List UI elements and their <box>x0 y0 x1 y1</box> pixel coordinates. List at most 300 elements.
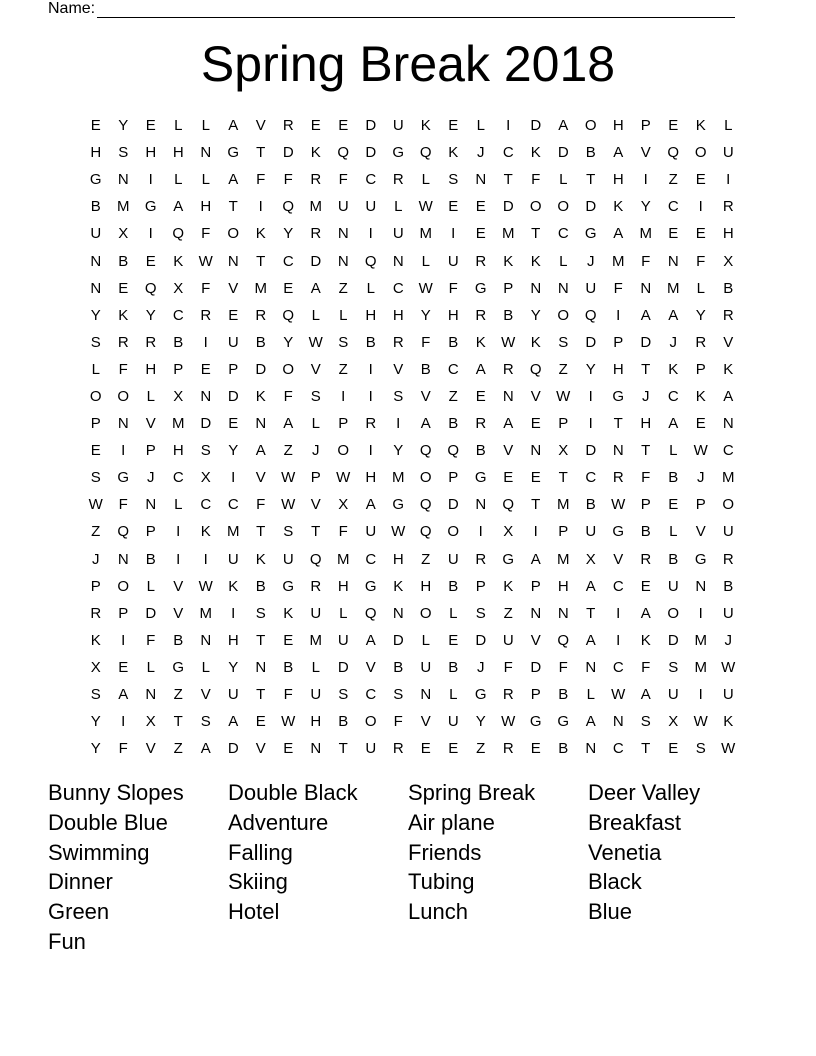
grid-letter[interactable]: B <box>640 523 651 541</box>
grid-letter[interactable]: U <box>447 252 459 270</box>
grid-letter[interactable]: L <box>449 604 458 622</box>
grid-letter[interactable]: G <box>144 198 157 216</box>
grid-letter[interactable]: P <box>640 117 651 135</box>
grid-letter[interactable]: N <box>530 279 542 297</box>
grid-letter[interactable]: F <box>256 171 266 189</box>
grid-letter[interactable]: P <box>173 360 184 378</box>
grid-letter[interactable]: N <box>585 658 597 676</box>
grid-letter[interactable]: P <box>90 577 101 595</box>
grid-letter[interactable]: W <box>693 442 708 460</box>
grid-letter[interactable]: J <box>587 252 595 270</box>
grid-letter[interactable]: C <box>502 144 514 162</box>
grid-letter[interactable]: H <box>392 550 404 568</box>
grid-letter[interactable]: V <box>173 577 184 595</box>
grid-letter[interactable]: N <box>475 171 487 189</box>
grid-letter[interactable]: N <box>612 442 624 460</box>
grid-letter[interactable]: M <box>722 469 735 487</box>
grid-letter[interactable]: Q <box>419 442 432 460</box>
grid-letter[interactable]: K <box>530 144 541 162</box>
grid-letter[interactable]: A <box>310 279 321 297</box>
grid-letter[interactable]: L <box>339 604 348 622</box>
grid-letter[interactable]: D <box>365 117 377 135</box>
grid-letter[interactable]: S <box>90 469 101 487</box>
grid-letter[interactable]: E <box>283 279 294 297</box>
grid-letter[interactable]: J <box>642 387 650 405</box>
grid-letter[interactable]: Q <box>557 631 570 649</box>
grid-letter[interactable]: W <box>281 496 296 514</box>
grid-letter[interactable]: P <box>695 496 706 514</box>
grid-letter[interactable]: G <box>89 171 102 189</box>
grid-letter[interactable]: P <box>228 360 239 378</box>
grid-letter[interactable]: Q <box>419 144 432 162</box>
grid-letter[interactable]: T <box>256 144 266 162</box>
grid-letter[interactable]: H <box>90 144 102 162</box>
grid-letter[interactable]: C <box>585 469 597 487</box>
grid-letter[interactable]: W <box>556 387 571 405</box>
grid-letter[interactable]: R <box>282 117 294 135</box>
grid-letter[interactable]: P <box>503 279 514 297</box>
grid-letter[interactable]: V <box>393 360 404 378</box>
grid-letter[interactable]: P <box>530 686 541 704</box>
grid-letter[interactable]: C <box>722 442 734 460</box>
grid-letter[interactable]: F <box>283 171 293 189</box>
grid-letter[interactable]: W <box>391 523 406 541</box>
grid-letter[interactable]: N <box>722 415 734 433</box>
grid-letter[interactable]: F <box>118 740 128 758</box>
grid-letter[interactable]: C <box>227 496 239 514</box>
grid-letter[interactable]: V <box>145 740 156 758</box>
grid-letter[interactable]: J <box>477 144 485 162</box>
grid-letter[interactable]: E <box>530 415 541 433</box>
grid-letter[interactable]: K <box>613 198 624 216</box>
grid-letter[interactable]: H <box>557 577 569 595</box>
grid-letter[interactable]: S <box>558 333 569 351</box>
grid-letter[interactable]: T <box>641 442 651 460</box>
grid-letter[interactable]: V <box>365 658 376 676</box>
grid-letter[interactable]: M <box>639 225 652 243</box>
grid-letter[interactable]: O <box>694 144 707 162</box>
grid-letter[interactable]: I <box>698 604 703 622</box>
grid-letter[interactable]: K <box>200 523 211 541</box>
grid-letter[interactable]: V <box>420 387 431 405</box>
grid-letter[interactable]: L <box>311 306 320 324</box>
grid-letter[interactable]: E <box>228 415 239 433</box>
grid-letter[interactable]: U <box>585 279 597 297</box>
grid-letter[interactable]: U <box>585 523 597 541</box>
grid-letter[interactable]: W <box>198 577 213 595</box>
grid-letter[interactable]: I <box>698 686 703 704</box>
grid-letter[interactable]: K <box>503 577 514 595</box>
grid-letter[interactable]: Y <box>393 442 404 460</box>
grid-letter[interactable]: R <box>392 740 404 758</box>
grid-letter[interactable]: Y <box>585 360 596 378</box>
grid-letter[interactable]: E <box>475 198 486 216</box>
grid-letter[interactable]: B <box>558 686 569 704</box>
grid-letter[interactable]: J <box>477 658 485 676</box>
grid-letter[interactable]: N <box>117 415 129 433</box>
grid-letter[interactable]: T <box>256 252 266 270</box>
grid-letter[interactable]: F <box>338 171 348 189</box>
grid-letter[interactable]: W <box>693 713 708 731</box>
grid-letter[interactable]: L <box>146 387 155 405</box>
grid-letter[interactable]: R <box>392 333 404 351</box>
grid-letter[interactable]: B <box>365 333 376 351</box>
grid-letter[interactable]: M <box>694 631 707 649</box>
grid-letter[interactable]: U <box>667 686 679 704</box>
grid-letter[interactable]: L <box>669 523 678 541</box>
grid-letter[interactable]: E <box>503 469 514 487</box>
grid-letter[interactable]: C <box>200 496 212 514</box>
grid-letter[interactable]: F <box>641 252 651 270</box>
grid-letter[interactable]: S <box>695 740 706 758</box>
grid-letter[interactable]: E <box>530 469 541 487</box>
grid-letter[interactable]: Y <box>145 306 156 324</box>
grid-letter[interactable]: F <box>641 658 651 676</box>
grid-letter[interactable]: H <box>145 360 157 378</box>
grid-letter[interactable]: D <box>145 604 157 622</box>
grid-letter[interactable]: A <box>585 631 596 649</box>
grid-letter[interactable]: H <box>640 415 652 433</box>
grid-letter[interactable]: N <box>145 496 157 514</box>
grid-letter[interactable]: K <box>723 713 734 731</box>
grid-letter[interactable]: O <box>117 577 130 595</box>
grid-letter[interactable]: N <box>585 740 597 758</box>
grid-letter[interactable]: I <box>616 631 621 649</box>
grid-letter[interactable]: T <box>228 198 238 216</box>
grid-letter[interactable]: F <box>421 333 431 351</box>
grid-letter[interactable]: U <box>392 225 404 243</box>
grid-letter[interactable]: A <box>585 713 596 731</box>
grid-letter[interactable]: Y <box>283 225 294 243</box>
grid-letter[interactable]: W <box>418 279 433 297</box>
grid-letter[interactable]: A <box>283 415 294 433</box>
grid-letter[interactable]: N <box>117 550 129 568</box>
grid-letter[interactable]: I <box>231 469 236 487</box>
grid-letter[interactable]: D <box>585 333 597 351</box>
grid-letter[interactable]: A <box>365 496 376 514</box>
grid-letter[interactable]: N <box>310 740 322 758</box>
grid-letter[interactable]: M <box>419 225 432 243</box>
grid-letter[interactable]: R <box>640 550 652 568</box>
grid-letter[interactable]: G <box>364 577 377 595</box>
grid-letter[interactable]: D <box>475 631 487 649</box>
grid-letter[interactable]: N <box>695 577 707 595</box>
grid-letter[interactable]: A <box>228 117 239 135</box>
grid-letter[interactable]: Z <box>173 740 183 758</box>
grid-letter[interactable]: K <box>503 252 514 270</box>
grid-letter[interactable]: S <box>338 686 349 704</box>
grid-letter[interactable]: A <box>228 171 239 189</box>
grid-letter[interactable]: K <box>283 604 294 622</box>
grid-letter[interactable]: G <box>474 469 487 487</box>
grid-letter[interactable]: I <box>396 415 401 433</box>
grid-letter[interactable]: B <box>448 333 459 351</box>
grid-letter[interactable]: U <box>337 198 349 216</box>
grid-letter[interactable]: N <box>117 171 129 189</box>
grid-letter[interactable]: B <box>90 198 101 216</box>
grid-letter[interactable]: J <box>724 631 732 649</box>
grid-letter[interactable]: S <box>475 604 486 622</box>
grid-letter[interactable]: N <box>200 387 212 405</box>
grid-letter[interactable]: C <box>557 225 569 243</box>
grid-letter[interactable]: G <box>227 144 240 162</box>
grid-letter[interactable]: N <box>145 686 157 704</box>
grid-letter[interactable]: L <box>586 686 595 704</box>
grid-letter[interactable]: S <box>283 523 294 541</box>
grid-letter[interactable]: A <box>365 631 376 649</box>
grid-letter[interactable]: E <box>338 117 349 135</box>
grid-letter[interactable]: U <box>365 523 377 541</box>
grid-letter[interactable]: O <box>89 387 102 405</box>
grid-letter[interactable]: R <box>722 550 734 568</box>
grid-letter[interactable]: R <box>722 306 734 324</box>
grid-letter[interactable]: A <box>420 415 431 433</box>
grid-letter[interactable]: U <box>722 144 734 162</box>
grid-letter[interactable]: U <box>227 550 239 568</box>
grid-letter[interactable]: L <box>339 306 348 324</box>
grid-letter[interactable]: W <box>198 252 213 270</box>
grid-letter[interactable]: K <box>695 117 706 135</box>
grid-letter[interactable]: L <box>559 252 568 270</box>
grid-letter[interactable]: K <box>530 252 541 270</box>
grid-letter[interactable]: C <box>365 550 377 568</box>
grid-letter[interactable]: Q <box>529 360 542 378</box>
grid-letter[interactable]: B <box>173 333 184 351</box>
grid-letter[interactable]: H <box>365 306 377 324</box>
grid-letter[interactable]: K <box>90 631 101 649</box>
grid-letter[interactable]: L <box>421 252 430 270</box>
grid-letter[interactable]: C <box>172 469 184 487</box>
grid-letter[interactable]: U <box>365 740 377 758</box>
grid-letter[interactable]: M <box>557 550 570 568</box>
grid-letter[interactable]: I <box>148 225 153 243</box>
grid-letter[interactable]: W <box>336 469 351 487</box>
grid-letter[interactable]: N <box>530 604 542 622</box>
grid-letter[interactable]: R <box>502 686 514 704</box>
grid-letter[interactable]: C <box>612 658 624 676</box>
grid-letter[interactable]: K <box>475 333 486 351</box>
grid-letter[interactable]: S <box>90 333 101 351</box>
grid-letter[interactable]: P <box>90 415 101 433</box>
grid-letter[interactable]: A <box>228 713 239 731</box>
grid-letter[interactable]: X <box>90 658 101 676</box>
grid-letter[interactable]: N <box>612 713 624 731</box>
grid-letter[interactable]: R <box>200 306 212 324</box>
grid-letter[interactable]: T <box>256 631 266 649</box>
grid-letter[interactable]: J <box>669 333 677 351</box>
grid-letter[interactable]: L <box>146 577 155 595</box>
grid-letter[interactable]: M <box>694 658 707 676</box>
grid-letter[interactable]: U <box>722 686 734 704</box>
grid-letter[interactable]: G <box>584 225 597 243</box>
grid-letter[interactable]: B <box>283 658 294 676</box>
grid-letter[interactable]: B <box>723 577 734 595</box>
grid-letter[interactable]: V <box>640 144 651 162</box>
grid-letter[interactable]: D <box>585 198 597 216</box>
grid-letter[interactable]: L <box>394 198 403 216</box>
grid-letter[interactable]: X <box>145 713 156 731</box>
grid-letter[interactable]: U <box>392 117 404 135</box>
grid-letter[interactable]: C <box>612 740 624 758</box>
grid-letter[interactable]: A <box>118 686 129 704</box>
grid-letter[interactable]: D <box>337 658 349 676</box>
grid-letter[interactable]: B <box>338 713 349 731</box>
grid-letter[interactable]: E <box>475 225 486 243</box>
grid-letter[interactable]: O <box>584 117 597 135</box>
grid-letter[interactable]: O <box>364 713 377 731</box>
grid-letter[interactable]: O <box>529 198 542 216</box>
grid-letter[interactable]: G <box>474 686 487 704</box>
grid-letter[interactable]: W <box>721 658 736 676</box>
grid-letter[interactable]: T <box>641 360 651 378</box>
grid-letter[interactable]: V <box>200 686 211 704</box>
grid-letter[interactable]: S <box>448 171 459 189</box>
grid-letter[interactable]: V <box>310 360 321 378</box>
grid-letter[interactable]: E <box>448 117 459 135</box>
grid-letter[interactable]: Q <box>502 496 515 514</box>
grid-letter[interactable]: O <box>419 604 432 622</box>
grid-letter[interactable]: N <box>227 252 239 270</box>
grid-letter[interactable]: G <box>392 496 405 514</box>
grid-letter[interactable]: B <box>145 550 156 568</box>
grid-letter[interactable]: E <box>530 740 541 758</box>
grid-letter[interactable]: G <box>694 550 707 568</box>
grid-letter[interactable]: H <box>227 631 239 649</box>
grid-letter[interactable]: T <box>173 713 183 731</box>
grid-letter[interactable]: V <box>255 117 266 135</box>
grid-letter[interactable]: F <box>283 686 293 704</box>
grid-letter[interactable]: X <box>503 523 514 541</box>
grid-letter[interactable]: C <box>392 279 404 297</box>
grid-letter[interactable]: F <box>338 523 348 541</box>
grid-letter[interactable]: C <box>172 306 184 324</box>
grid-letter[interactable]: T <box>311 523 321 541</box>
grid-letter[interactable]: Z <box>476 740 486 758</box>
grid-letter[interactable]: I <box>478 523 483 541</box>
grid-letter[interactable]: W <box>88 496 103 514</box>
grid-letter[interactable]: M <box>199 604 212 622</box>
grid-letter[interactable]: L <box>91 360 100 378</box>
grid-letter[interactable]: F <box>448 279 458 297</box>
grid-letter[interactable]: G <box>474 279 487 297</box>
grid-letter[interactable]: I <box>368 387 373 405</box>
grid-letter[interactable]: S <box>200 442 211 460</box>
grid-letter[interactable]: B <box>173 631 184 649</box>
grid-letter[interactable]: V <box>530 387 541 405</box>
grid-letter[interactable]: Q <box>419 523 432 541</box>
grid-letter[interactable]: Z <box>338 360 348 378</box>
grid-letter[interactable]: E <box>228 306 239 324</box>
grid-letter[interactable]: P <box>448 469 459 487</box>
grid-letter[interactable]: N <box>255 415 267 433</box>
grid-letter[interactable]: C <box>365 686 377 704</box>
grid-letter[interactable]: L <box>174 496 183 514</box>
grid-letter[interactable]: Y <box>90 740 101 758</box>
grid-letter[interactable]: W <box>501 333 516 351</box>
grid-letter[interactable]: G <box>529 713 542 731</box>
grid-letter[interactable]: D <box>585 442 597 460</box>
grid-letter[interactable]: M <box>309 198 322 216</box>
grid-letter[interactable]: O <box>557 306 570 324</box>
grid-letter[interactable]: H <box>337 577 349 595</box>
grid-letter[interactable]: V <box>420 713 431 731</box>
grid-letter[interactable]: L <box>449 686 458 704</box>
grid-letter[interactable]: E <box>145 117 156 135</box>
grid-letter[interactable]: C <box>282 252 294 270</box>
grid-letter[interactable]: Z <box>421 550 431 568</box>
grid-letter[interactable]: B <box>448 658 459 676</box>
grid-letter[interactable]: C <box>667 387 679 405</box>
grid-letter[interactable]: U <box>90 225 102 243</box>
grid-letter[interactable]: F <box>393 713 403 731</box>
grid-letter[interactable]: F <box>201 225 211 243</box>
grid-letter[interactable]: G <box>557 713 570 731</box>
grid-letter[interactable]: R <box>90 604 102 622</box>
grid-letter[interactable]: I <box>368 360 373 378</box>
grid-letter[interactable]: R <box>475 550 487 568</box>
grid-letter[interactable]: W <box>721 740 736 758</box>
grid-letter[interactable]: F <box>283 387 293 405</box>
grid-letter[interactable]: K <box>640 631 651 649</box>
grid-letter[interactable]: T <box>531 496 541 514</box>
grid-letter[interactable]: P <box>118 604 129 622</box>
grid-letter[interactable]: L <box>366 279 375 297</box>
grid-letter[interactable]: A <box>640 686 651 704</box>
grid-letter[interactable]: E <box>283 631 294 649</box>
grid-letter[interactable]: I <box>726 171 731 189</box>
grid-letter[interactable]: M <box>172 415 185 433</box>
grid-letter[interactable]: I <box>121 631 126 649</box>
grid-letter[interactable]: C <box>612 577 624 595</box>
grid-letter[interactable]: T <box>503 171 513 189</box>
grid-letter[interactable]: K <box>228 577 239 595</box>
grid-letter[interactable]: O <box>447 523 460 541</box>
grid-letter[interactable]: I <box>121 713 126 731</box>
grid-letter[interactable]: H <box>172 442 184 460</box>
grid-letter[interactable]: Y <box>90 713 101 731</box>
grid-letter[interactable]: J <box>312 442 320 460</box>
grid-letter[interactable]: O <box>282 360 295 378</box>
grid-letter[interactable]: K <box>420 117 431 135</box>
grid-letter[interactable]: H <box>722 225 734 243</box>
grid-letter[interactable]: E <box>668 117 679 135</box>
grid-letter[interactable]: A <box>613 144 624 162</box>
grid-letter[interactable]: Y <box>420 306 431 324</box>
grid-letter[interactable]: N <box>392 252 404 270</box>
grid-letter[interactable]: D <box>557 144 569 162</box>
grid-letter[interactable]: D <box>640 333 652 351</box>
grid-letter[interactable]: Q <box>584 306 597 324</box>
grid-letter[interactable]: W <box>611 496 626 514</box>
grid-letter[interactable]: O <box>227 225 240 243</box>
grid-letter[interactable]: D <box>667 631 679 649</box>
grid-letter[interactable]: Z <box>338 279 348 297</box>
grid-letter[interactable]: J <box>147 469 155 487</box>
grid-letter[interactable]: E <box>255 713 266 731</box>
grid-letter[interactable]: M <box>227 523 240 541</box>
grid-letter[interactable]: L <box>311 658 320 676</box>
grid-letter[interactable]: F <box>146 631 156 649</box>
grid-letter[interactable]: A <box>723 387 734 405</box>
grid-letter[interactable]: W <box>501 713 516 731</box>
grid-letter[interactable]: F <box>118 496 128 514</box>
grid-letter[interactable]: Z <box>283 442 293 460</box>
grid-letter[interactable]: O <box>667 604 680 622</box>
grid-letter[interactable]: I <box>588 415 593 433</box>
grid-letter[interactable]: N <box>502 387 514 405</box>
grid-letter[interactable]: E <box>668 225 679 243</box>
grid-letter[interactable]: A <box>475 360 486 378</box>
